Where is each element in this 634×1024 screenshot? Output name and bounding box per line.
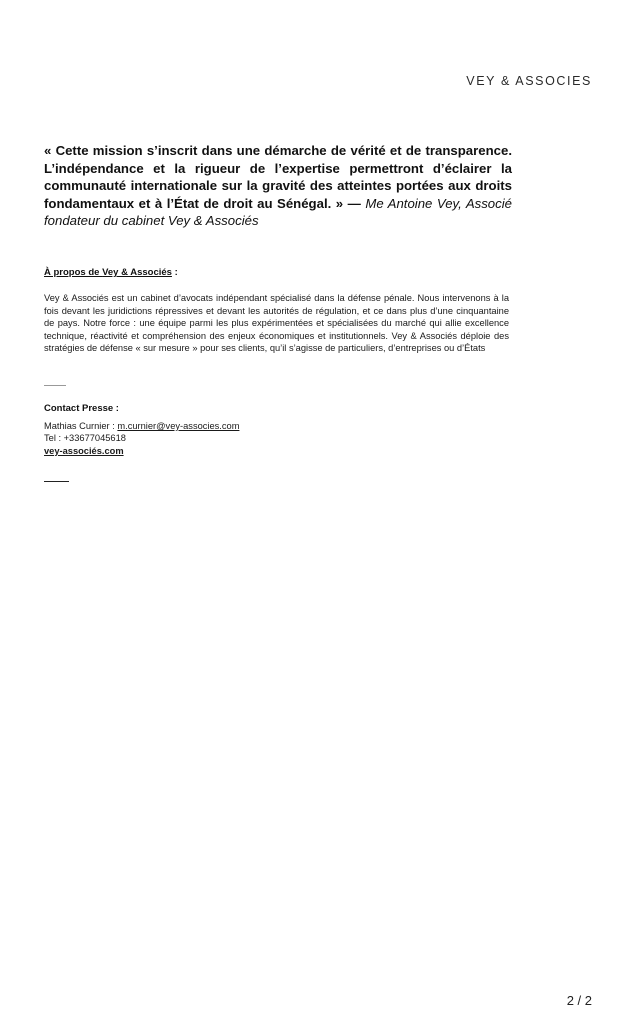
about-heading-link[interactable]: Vey & Associés <box>102 267 172 278</box>
quote-block <box>44 142 512 230</box>
page-number: 2 / 2 <box>566 993 592 1008</box>
contact-name: Mathias Curnier : <box>44 421 118 431</box>
contact-details <box>44 420 239 457</box>
quote-attribution: Me Antoine Vey, Associé fondateur du cabinet Vey & Associés <box>44 195 513 228</box>
about-heading <box>44 267 178 278</box>
about-heading-suffix: : <box>171 267 178 278</box>
closing-divider <box>44 481 69 482</box>
firm-letterhead: VEY & ASSOCIES <box>466 74 592 88</box>
section-divider <box>44 385 66 386</box>
quote-dash: — <box>343 195 366 211</box>
contact-heading: Contact Presse : <box>44 403 119 414</box>
contact-name-line <box>44 420 239 432</box>
website-link[interactable]: vey-associés.com <box>44 445 124 456</box>
quote-text: « Cette mission s’inscrit dans une démarche de vérité et de transparence. L’indépendance et la rigueur de l’expertise permettront d’éclairer la communauté internationale sur la gravité des atteintes portées aux droits fondamentaux et à l’État de droit au Sénégal. » <box>44 143 512 211</box>
contact-phone: Tel : +33677045618 <box>44 433 126 444</box>
about-heading-prefix: À propos de <box>44 267 103 278</box>
about-body: Vey & Associés est un cabinet d’avocats indépendant spécialisé dans la défense pénale. Nous intervenons à la fois devant les juridictions répressives et devant les autorités de régulation, et ce dans plus d’une cinquantaine de pays. Notre force : une équipe parmi les plus expérimentées et spécialisées du marché qui allie excellence technique, réactivité et compréhension des enjeux économiques et institutionnels. Vey & Associés déploie des stratégies de défense « sur mesure » pour ses clients, qu’il s’agisse de particuliers, d’entreprises ou d’États <box>44 293 509 354</box>
contact-email-link[interactable]: m.curnier@vey-associes.com <box>117 421 240 431</box>
